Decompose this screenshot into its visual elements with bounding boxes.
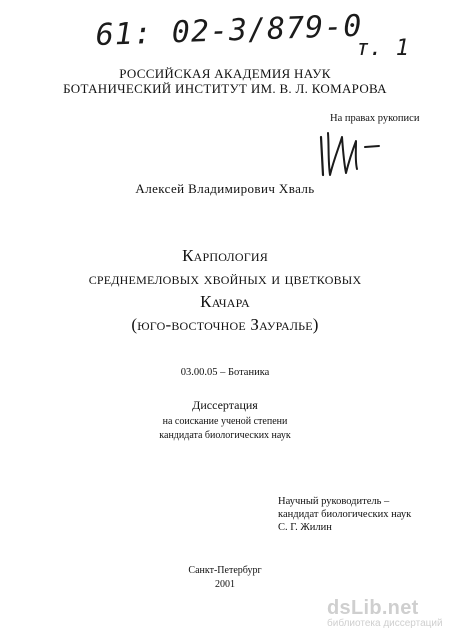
handwritten-archive-code: 61: 02-3/879-0 bbox=[95, 8, 363, 53]
author-name: Алексей Владимирович Хваль bbox=[135, 181, 315, 196]
specialty-code: 03.00.05 – Ботаника bbox=[180, 367, 270, 378]
academy-name: РОССИЙСКАЯ АКАДЕМИЯ НАУК bbox=[119, 66, 331, 81]
title-line-2: среднемеловых хвойных и цветковых bbox=[88, 269, 362, 288]
watermark-logo-text: dsLib.net bbox=[327, 597, 419, 619]
title-line-1: Карпология bbox=[182, 246, 268, 265]
supervisor-role: Научный руководитель – bbox=[278, 496, 390, 507]
manuscript-rights-note: На правах рукописи bbox=[330, 113, 420, 124]
institute-name: БОТАНИЧЕСКИЙ ИНСТИТУТ ИМ. В. Л. КОМАРОВА bbox=[63, 81, 387, 96]
title-line-4: (юго-восточное Зауралье) bbox=[131, 315, 319, 334]
document-type: Диссертация bbox=[192, 398, 258, 412]
watermark bbox=[327, 597, 447, 629]
supervisor-name: С. Г. Жилин bbox=[278, 522, 332, 533]
degree-line-2: кандидата биологических наук bbox=[159, 430, 291, 441]
handwritten-volume-mark: т. 1 bbox=[356, 36, 409, 61]
author-signature bbox=[315, 125, 385, 180]
supervisor-degree: кандидат биологических наук bbox=[278, 509, 412, 520]
supervisor-block bbox=[278, 495, 411, 534]
publication-city: Санкт-Петербург bbox=[188, 565, 262, 576]
title-line-3: Качара bbox=[200, 292, 250, 311]
degree-line-1: на соискание ученой степени bbox=[162, 416, 288, 427]
publication-year: 2001 bbox=[215, 579, 235, 590]
watermark-caption: библиотека диссертаций bbox=[327, 618, 443, 629]
